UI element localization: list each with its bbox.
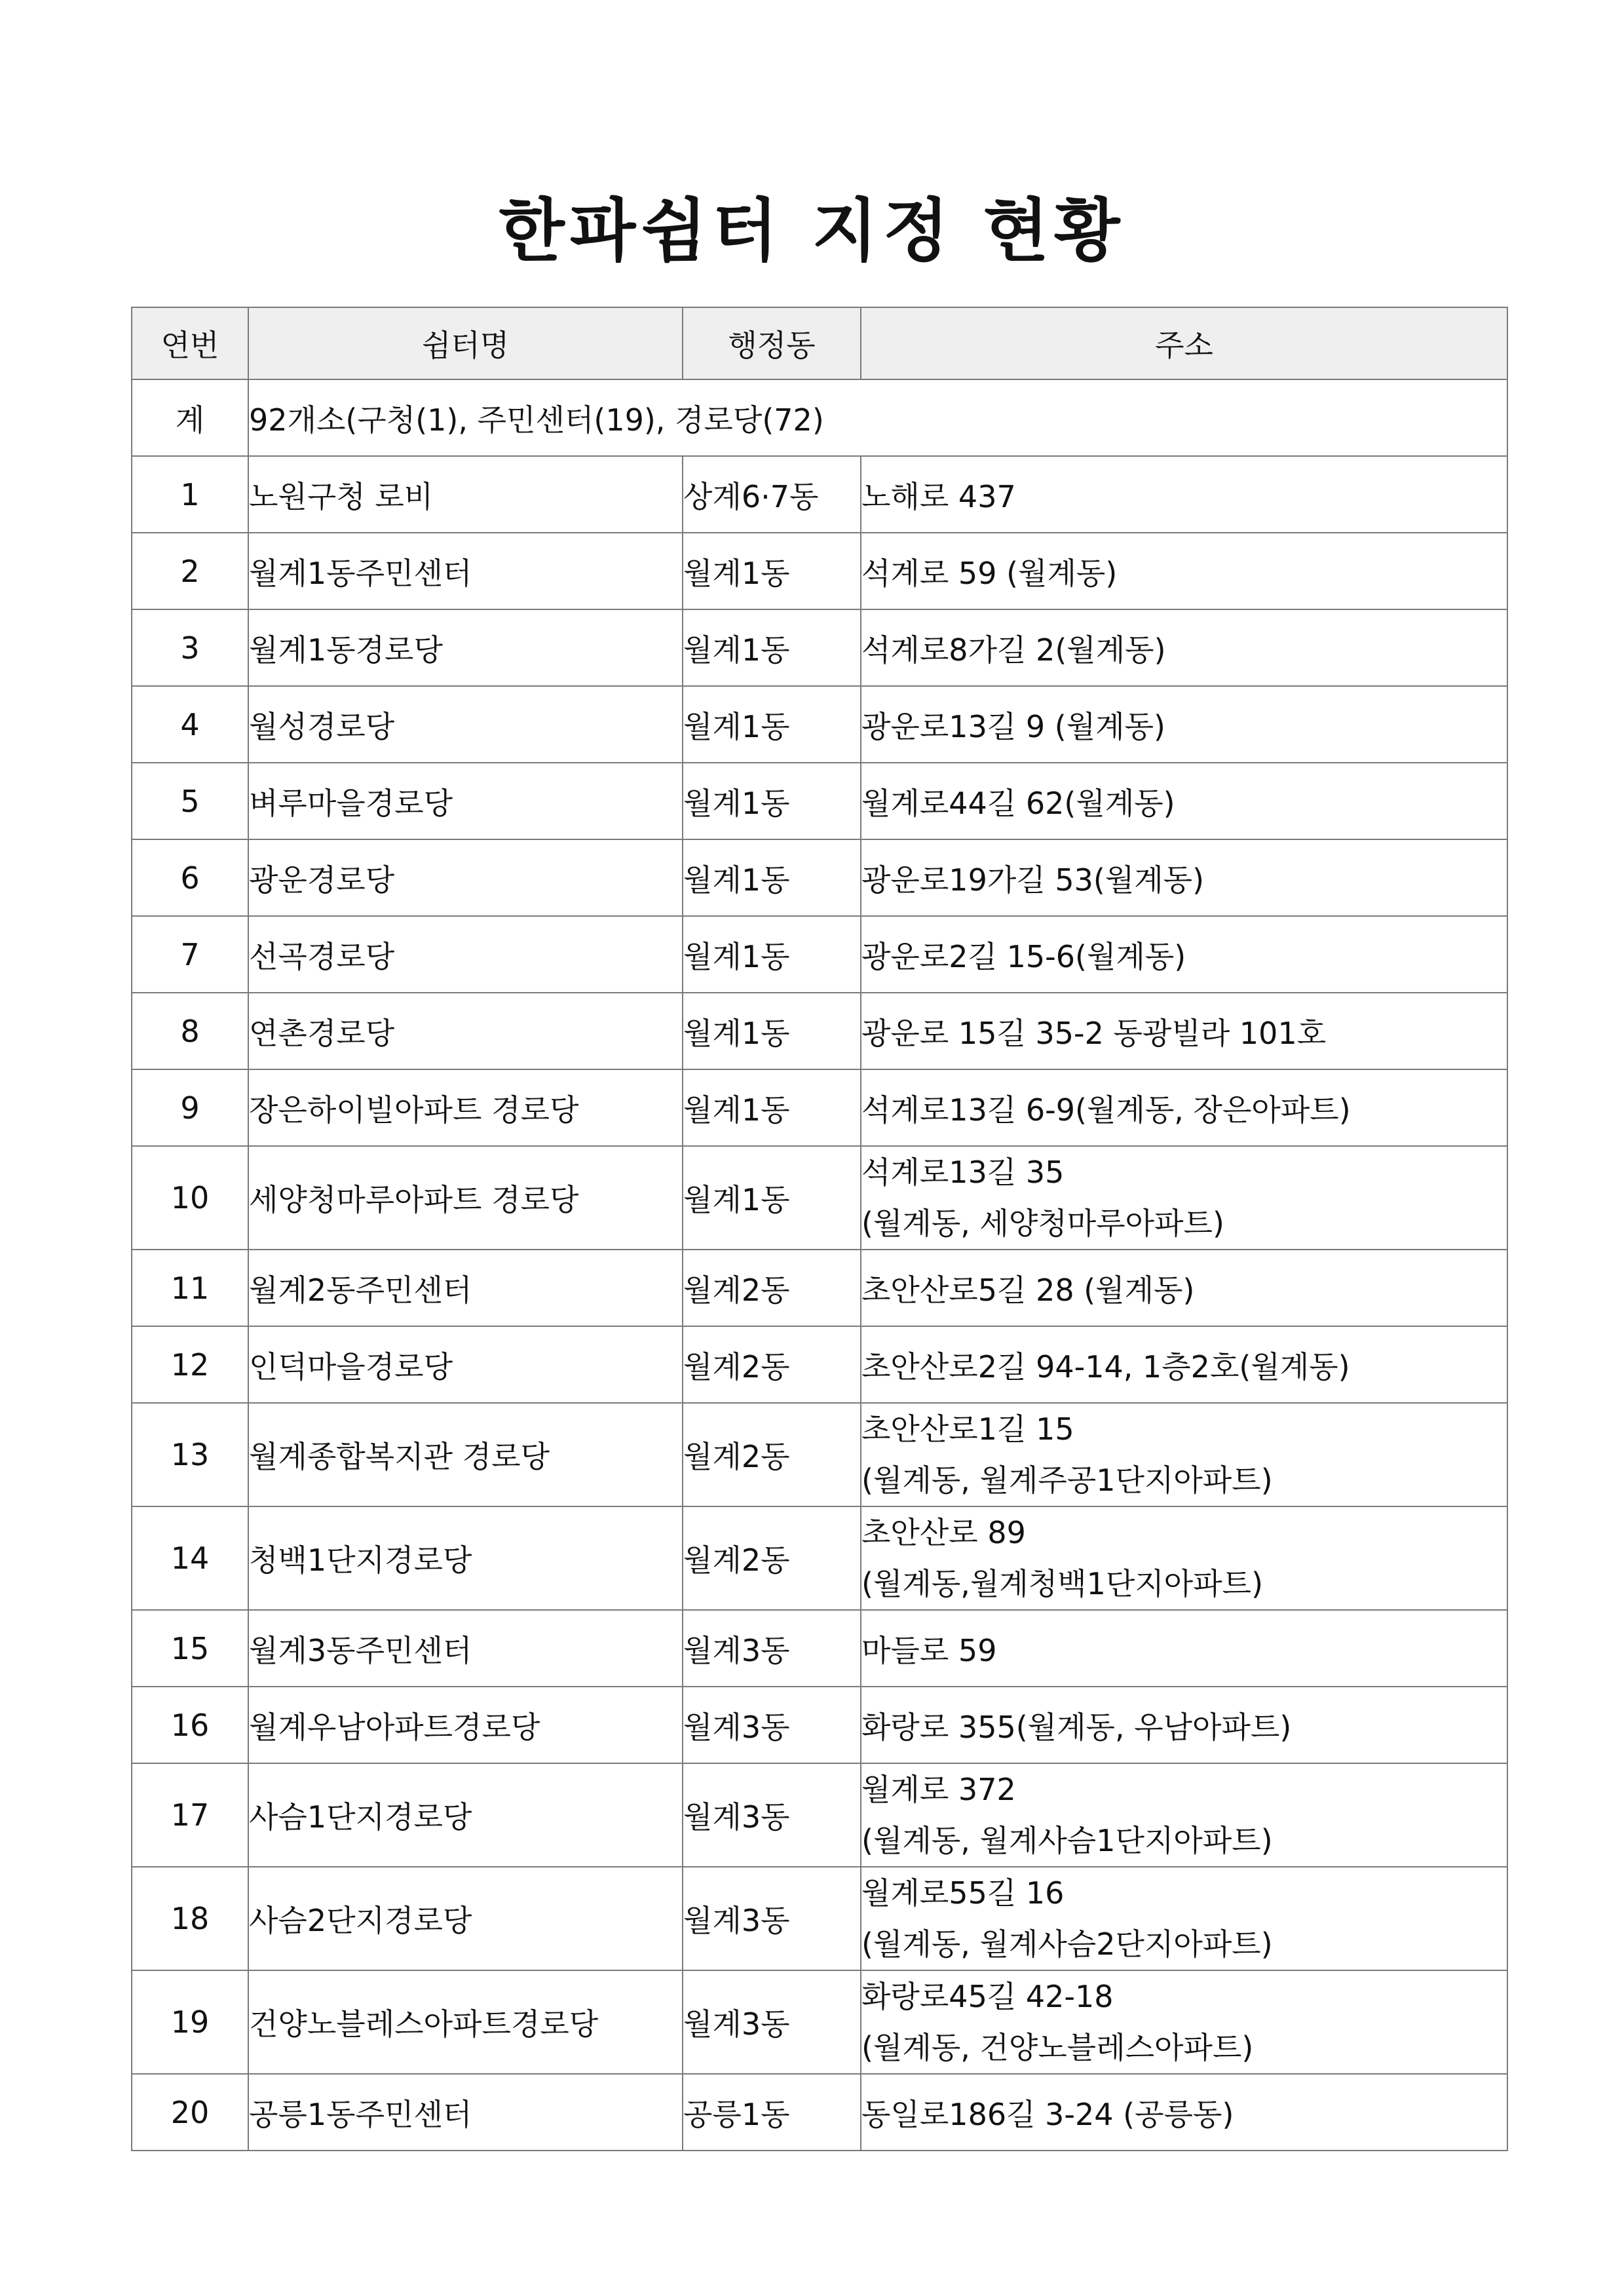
table-row (132, 1763, 1507, 1867)
row-number: 17 (132, 1763, 248, 1867)
shelter-address (861, 1506, 1507, 1610)
table-row (132, 533, 1507, 609)
administrative-dong: 월계1동 (683, 839, 861, 916)
total-label: 계 (132, 379, 248, 456)
row-number: 10 (132, 1146, 248, 1250)
administrative-dong: 월계3동 (683, 1970, 861, 2074)
administrative-dong: 월계1동 (683, 993, 861, 1069)
table-row (132, 1146, 1507, 1250)
row-number: 13 (132, 1403, 248, 1506)
administrative-dong: 월계1동 (683, 686, 861, 763)
table-header-row (132, 307, 1507, 379)
shelter-name: 연촌경로당 (248, 993, 683, 1069)
table-row (132, 1970, 1507, 2074)
address-line-1: 초안산로5길 28 (월계동) (861, 1272, 1195, 1308)
administrative-dong: 월계1동 (683, 1069, 861, 1146)
table-row (132, 686, 1507, 763)
shelter-address (861, 2074, 1507, 2151)
address-line-1: 석계로 59 (월계동) (861, 555, 1118, 591)
address-line-2: (월계동, 세양청마루아파트) (861, 1206, 1224, 1241)
shelter-table (131, 307, 1508, 2151)
shelter-name: 월계3동주민센터 (248, 1610, 683, 1687)
shelter-name: 노원구청 로비 (248, 456, 683, 533)
shelter-address (861, 1763, 1507, 1867)
shelter-name: 건양노블레스아파트경로당 (248, 1970, 683, 2074)
column-header-no: 연번 (132, 307, 248, 379)
address-line-2: (월계동, 건양노블레스아파트) (861, 2030, 1254, 2065)
address-line-1: 광운로19가길 53(월계동) (861, 862, 1205, 898)
address-line-1: 광운로2길 15-6(월계동) (861, 938, 1186, 974)
shelter-name: 월계우남아파트경로당 (248, 1687, 683, 1763)
column-header-name: 쉼터명 (248, 307, 683, 379)
administrative-dong: 월계2동 (683, 1250, 861, 1326)
shelter-address (861, 1687, 1507, 1763)
administrative-dong: 월계3동 (683, 1763, 861, 1867)
shelter-address (861, 456, 1507, 533)
row-number: 12 (132, 1326, 248, 1403)
row-number: 5 (132, 763, 248, 839)
address-line-2: (월계동, 월계사슴2단지아파트) (861, 1926, 1273, 1962)
table-body (132, 379, 1507, 2151)
table-row (132, 456, 1507, 533)
address-line-1: 월계로 372 (861, 1772, 1016, 1807)
shelter-address (861, 1970, 1507, 2074)
address-line-1: 석계로13길 35 (861, 1155, 1065, 1190)
table-row (132, 1506, 1507, 1610)
administrative-dong: 월계1동 (683, 1146, 861, 1250)
administrative-dong: 월계2동 (683, 1506, 861, 1610)
administrative-dong: 상계6·7동 (683, 456, 861, 533)
administrative-dong: 월계3동 (683, 1687, 861, 1763)
total-row (132, 379, 1507, 456)
address-line-2: (월계동, 월계주공1단지아파트) (861, 1463, 1273, 1498)
shelter-address (861, 993, 1507, 1069)
table-row (132, 763, 1507, 839)
row-number: 3 (132, 609, 248, 686)
table-row (132, 1610, 1507, 1687)
row-number: 15 (132, 1610, 248, 1687)
shelter-address (861, 686, 1507, 763)
shelter-address (861, 1403, 1507, 1506)
shelter-address (861, 533, 1507, 609)
shelter-address (861, 839, 1507, 916)
administrative-dong: 월계1동 (683, 763, 861, 839)
address-line-2: (월계동,월계청백1단지아파트) (861, 1566, 1264, 1601)
shelter-name: 월계1동경로당 (248, 609, 683, 686)
shelter-address (861, 1250, 1507, 1326)
address-line-1: 광운로 15길 35-2 동광빌라 101호 (861, 1015, 1327, 1051)
shelter-address (861, 1146, 1507, 1250)
administrative-dong: 월계1동 (683, 916, 861, 993)
table-row (132, 1403, 1507, 1506)
shelter-address (861, 1610, 1507, 1687)
address-line-1: 광운로13길 9 (월계동) (861, 708, 1165, 744)
row-number: 7 (132, 916, 248, 993)
row-number: 4 (132, 686, 248, 763)
administrative-dong: 월계1동 (683, 533, 861, 609)
address-line-2: (월계동, 월계사슴1단지아파트) (861, 1823, 1273, 1858)
row-number: 20 (132, 2074, 248, 2151)
address-line-1: 노해로 437 (861, 478, 1016, 514)
address-line-1: 마들로 59 (861, 1632, 997, 1668)
column-header-address: 주소 (861, 307, 1507, 379)
address-line-1: 석계로8가길 2(월계동) (861, 632, 1166, 668)
row-number: 1 (132, 456, 248, 533)
shelter-name: 월계종합복지관 경로당 (248, 1403, 683, 1506)
row-number: 14 (132, 1506, 248, 1610)
table-row (132, 1326, 1507, 1403)
address-line-1: 화랑로 355(월계동, 우남아파트) (861, 1709, 1292, 1745)
shelter-address (861, 1867, 1507, 1970)
table-row (132, 839, 1507, 916)
shelter-name: 청백1단지경로당 (248, 1506, 683, 1610)
shelter-name: 공릉1동주민센터 (248, 2074, 683, 2151)
row-number: 9 (132, 1069, 248, 1146)
address-line-1: 월계로55길 16 (861, 1875, 1065, 1911)
shelter-name: 월성경로당 (248, 686, 683, 763)
address-line-1: 석계로13길 6-9(월계동, 장은아파트) (861, 1092, 1351, 1128)
page-title: 한파쉼터 지정 현황 (499, 191, 1125, 271)
table-row (132, 1069, 1507, 1146)
row-number: 2 (132, 533, 248, 609)
table-row (132, 609, 1507, 686)
shelter-name: 선곡경로당 (248, 916, 683, 993)
address-line-1: 월계로44길 62(월계동) (861, 785, 1175, 821)
shelter-address (861, 916, 1507, 993)
administrative-dong: 월계3동 (683, 1610, 861, 1687)
shelter-name: 광운경로당 (248, 839, 683, 916)
shelter-address (861, 1326, 1507, 1403)
shelter-name: 월계2동주민센터 (248, 1250, 683, 1326)
administrative-dong: 공릉1동 (683, 2074, 861, 2151)
shelter-address (861, 1069, 1507, 1146)
address-line-1: 동일로186길 3-24 (공릉동) (861, 2096, 1234, 2132)
administrative-dong: 월계1동 (683, 609, 861, 686)
table-row (132, 993, 1507, 1069)
shelter-address (861, 763, 1507, 839)
row-number: 6 (132, 839, 248, 916)
row-number: 18 (132, 1867, 248, 1970)
shelter-name: 사슴1단지경로당 (248, 1763, 683, 1867)
row-number: 19 (132, 1970, 248, 2074)
shelter-name: 월계1동주민센터 (248, 533, 683, 609)
administrative-dong: 월계2동 (683, 1326, 861, 1403)
row-number: 8 (132, 993, 248, 1069)
shelter-address (861, 609, 1507, 686)
address-line-1: 초안산로1길 15 (861, 1411, 1074, 1447)
shelter-name: 벼루마을경로당 (248, 763, 683, 839)
column-header-dong: 행정동 (683, 307, 861, 379)
address-line-1: 초안산로 89 (861, 1515, 1026, 1550)
shelter-name: 사슴2단지경로당 (248, 1867, 683, 1970)
address-line-1: 화랑로45길 42-18 (861, 1979, 1114, 2014)
table-row (132, 916, 1507, 993)
administrative-dong: 월계2동 (683, 1403, 861, 1506)
total-summary: 92개소(구청(1), 주민센터(19), 경로당(72) (248, 379, 1507, 456)
row-number: 16 (132, 1687, 248, 1763)
address-line-1: 초안산로2길 94-14, 1층2호(월계동) (861, 1349, 1350, 1385)
administrative-dong: 월계3동 (683, 1867, 861, 1970)
shelter-name: 인덕마을경로당 (248, 1326, 683, 1403)
table-row (132, 1250, 1507, 1326)
table-row (132, 1867, 1507, 1970)
table-row (132, 1687, 1507, 1763)
row-number: 11 (132, 1250, 248, 1326)
table-row (132, 2074, 1507, 2151)
shelter-name: 장은하이빌아파트 경로당 (248, 1069, 683, 1146)
shelter-name: 세양청마루아파트 경로당 (248, 1146, 683, 1250)
